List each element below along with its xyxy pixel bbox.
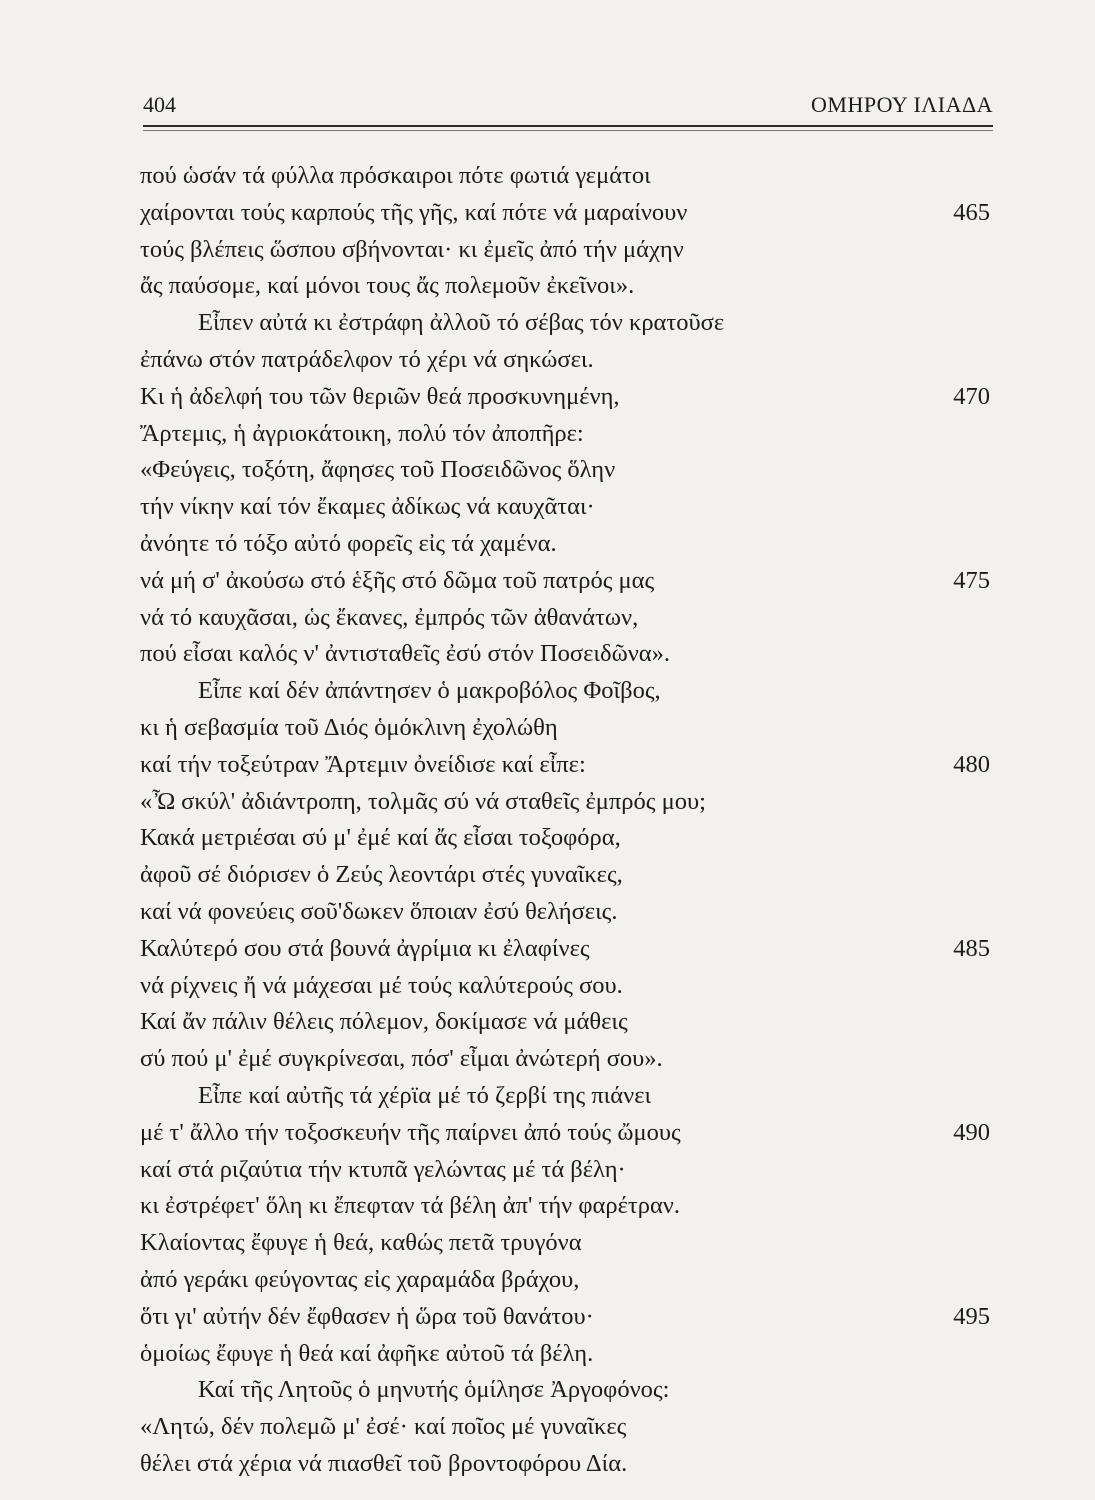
verse-block	[140, 158, 990, 1483]
verse-line	[140, 968, 990, 1005]
verse-text: ὁμοίως ἔφυγε ἡ θεά καί ἀφῆκε αὐτοῦ τά βέλη.	[140, 1339, 594, 1367]
verse-text: θέλει στά χέρια νά πιασθεῖ τοῦ βροντοφόρου Δία.	[140, 1449, 628, 1477]
running-title: ΟΜΗΡΟΥ ΙΛΙΑΔΑ	[811, 92, 993, 117]
page-number: 404	[143, 92, 176, 117]
verse-line	[140, 1188, 990, 1225]
verse-line	[140, 1336, 990, 1373]
verse-line	[140, 1409, 990, 1446]
verse-line	[140, 268, 990, 305]
verse-text: πού εἶσαι καλός ν' ἀντισταθεῖς ἐσύ στόν Ποσειδῶνα».	[140, 640, 670, 668]
verse-text: μέ τ' ἄλλο τήν τοξοσκευήν τῆς παίρνει ἀπό τούς ὤμους	[140, 1118, 681, 1146]
verse-line	[140, 195, 990, 232]
verse-text: Εἶπε καί αὐτῆς τά χέρϊα μέ τό ζερβί της πιάνει	[198, 1081, 652, 1109]
verse-number: 490	[953, 1118, 990, 1146]
verse-line	[140, 526, 990, 563]
verse-line	[140, 232, 990, 269]
verse-line	[140, 636, 990, 673]
header-rule-thin	[143, 130, 993, 131]
verse-line	[140, 894, 990, 931]
verse-text: ἀπό γεράκι φεύγοντας εἰς χαραμάδα βράχου,	[140, 1265, 580, 1293]
verse-line	[140, 1299, 990, 1336]
verse-text: Εἶπεν αὐτά κι ἐστράφη ἀλλοῦ τό σέβας τόν κρατοῦσε	[198, 309, 725, 337]
verse-text: ἀνόητε τό τόξο αὐτό φορεῖς εἰς τά χαμένα.	[140, 529, 557, 557]
verse-number: 480	[953, 750, 990, 778]
verse-line	[140, 305, 990, 342]
verse-text: «Φεύγεις, τοξότη, ἄφησες τοῦ Ποσειδῶνος ὅλην	[140, 456, 616, 484]
verse-line	[140, 673, 990, 710]
verse-line	[140, 1004, 990, 1041]
verse-text: Κι ἡ ἀδελφή του τῶν θεριῶν θεά προσκυνημένη,	[140, 382, 620, 410]
verse-line	[140, 820, 990, 857]
verse-text: ὅτι γι' αὐτήν δέν ἔφθασεν ἡ ὥρα τοῦ θανάτου·	[140, 1302, 594, 1330]
verse-line	[140, 857, 990, 894]
verse-line	[140, 452, 990, 489]
verse-text: κι ἐστρέφετ' ὅλη κι ἔπεφταν τά βέλη ἀπ' τήν φαρέτραν.	[140, 1192, 680, 1220]
verse-line	[140, 379, 990, 416]
verse-text: νά ρίχνεις ἤ νά μάχεσαι μέ τούς καλύτερούς σου.	[140, 971, 623, 999]
verse-line	[140, 158, 990, 195]
page-header	[143, 92, 993, 122]
verse-line	[140, 342, 990, 379]
verse-line	[140, 1152, 990, 1189]
verse-line	[140, 1446, 990, 1483]
verse-line	[140, 1078, 990, 1115]
verse-line	[140, 1372, 990, 1409]
verse-text: ἀφοῦ σέ διόρισεν ὁ Ζεύς λεοντάρι στές γυναῖκες,	[140, 861, 623, 889]
verse-text: ἐπάνω στόν πατράδελφον τό χέρι νά σηκώσει.	[140, 345, 594, 373]
verse-text: νά μή σ' ἀκούσω στό ἑξῆς στό δῶμα τοῦ πατρός μας	[140, 566, 655, 594]
verse-line	[140, 931, 990, 968]
verse-line	[140, 747, 990, 784]
verse-text: Κλαίοντας ἔφυγε ἡ θεά, καθώς πετᾶ τρυγόνα	[140, 1229, 582, 1257]
verse-line	[140, 1225, 990, 1262]
verse-text: καί νά φονεύεις σοῦ'δωκεν ὅποιαν ἐσύ θελήσεις.	[140, 897, 618, 925]
verse-text: Καί τῆς Λητοῦς ὁ μηνυτής ὁμίλησε Ἀργοφόνος:	[198, 1376, 670, 1404]
verse-text: Ἄρτεμις, ἡ ἀγριοκάτοικη, πολύ τόν ἀποπῆρε:	[140, 419, 584, 447]
verse-text: «Ὦ σκύλ' ἀδιάντροπη, τολμᾶς σύ νά σταθεῖς ἐμπρός μου;	[140, 787, 706, 815]
verse-line	[140, 416, 990, 453]
verse-line	[140, 784, 990, 821]
verse-text: κι ἡ σεβασμία τοῦ Διός ὁμόκλινη ἐχολώθη	[140, 713, 558, 741]
verse-text: καί στά ριζαύτια τήν κτυπᾶ γελώντας μέ τά βέλη·	[140, 1155, 626, 1183]
verse-text: νά τό καυχᾶσαι, ὡς ἔκανες, ἐμπρός τῶν ἀθανάτων,	[140, 603, 639, 631]
verse-line	[140, 1041, 990, 1078]
verse-line	[140, 1115, 990, 1152]
verse-text: καί τήν τοξεύτραν Ἄρτεμιν ὀνείδισε καί εἶπε:	[140, 750, 586, 778]
verse-text: τήν νίκην καί τόν ἔκαμες ἀδίκως νά καυχᾶται·	[140, 493, 595, 521]
verse-line	[140, 489, 990, 526]
verse-number: 485	[953, 934, 990, 962]
verse-line	[140, 563, 990, 600]
verse-text: σύ πού μ' ἐμέ συγκρίνεσαι, πόσ' εἶμαι ἀνώτερή σου».	[140, 1045, 663, 1073]
verse-text: χαίρονται τούς καρπούς τῆς γῆς, καί πότε νά μαραίνουν	[140, 198, 688, 226]
verse-number: 475	[953, 566, 990, 594]
verse-line	[140, 710, 990, 747]
verse-line	[140, 1262, 990, 1299]
verse-number: 470	[953, 382, 990, 410]
verse-text: «Λητώ, δέν πολεμῶ μ' ἐσέ· καί ποῖος μέ γυναῖκες	[140, 1413, 627, 1441]
header-rule	[143, 125, 993, 127]
verse-text: Κακά μετριέσαι σύ μ' ἐμέ καί ἄς εἶσαι τοξοφόρα,	[140, 824, 621, 852]
verse-line	[140, 600, 990, 637]
verse-number: 495	[953, 1302, 990, 1330]
verse-text: πού ὡσάν τά φύλλα πρόσκαιροι πότε φωτιά γεμάτοι	[140, 162, 651, 189]
verse-text: Καλύτερό σου στά βουνά ἀγρίμια κι ἐλαφίνες	[140, 934, 590, 962]
verse-number: 465	[953, 198, 990, 226]
verse-text: τούς βλέπεις ὥσπου σβήνονται· κι ἐμεῖς ἀπό τήν μάχην	[140, 235, 684, 263]
verse-text: Εἶπε καί δέν ἀπάντησεν ὁ μακροβόλος Φοῖβος,	[198, 677, 661, 705]
verse-text: Καί ἄν πάλιν θέλεις πόλεμον, δοκίμασε νά μάθεις	[140, 1008, 628, 1036]
verse-text: ἄς παύσομε, καί μόνοι τους ἄς πολεμοῦν ἐκεῖνοι».	[140, 272, 635, 300]
